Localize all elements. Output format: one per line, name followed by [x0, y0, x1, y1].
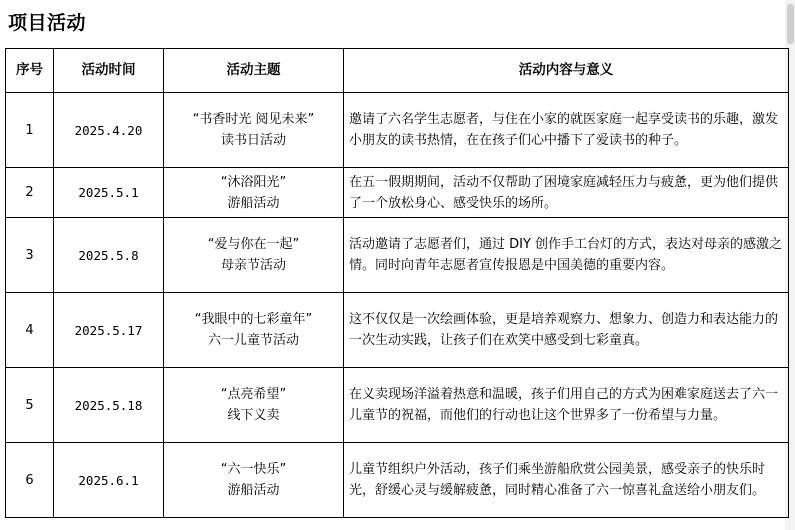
theme-title: “我眼中的七彩童年” — [194, 312, 313, 327]
activity-table — [5, 48, 789, 518]
cell-content: 活动邀请了志愿者们，通过 DIY 创作手工台灯的方式，表达对母亲的感激之情。同时向青年志愿者宣传报恩是中国美德的重要内容。 — [344, 218, 789, 293]
cell-theme — [164, 443, 344, 518]
table-row — [6, 218, 789, 293]
header-serial: 序号 — [6, 49, 54, 93]
cell-theme — [164, 168, 344, 218]
theme-subtitle: 母亲节活动 — [220, 258, 286, 273]
table-row — [6, 443, 789, 518]
table-header-row — [6, 49, 789, 93]
scrollbar-thumb[interactable] — [787, 4, 794, 44]
table-row — [6, 293, 789, 368]
cell-date: 2025.6.1 — [54, 443, 164, 518]
cell-content: 这不仅仅是一次绘画体验，更是培养观察力、想象力、创造力和表达能力的一次生动实践，让孩子们在欢笑中感受到七彩童真。 — [344, 293, 789, 368]
cell-serial: 6 — [6, 443, 54, 518]
cell-theme — [164, 93, 344, 168]
cell-serial: 2 — [6, 168, 54, 218]
theme-subtitle: 六一儿童节活动 — [207, 333, 299, 348]
theme-subtitle: 游船活动 — [227, 483, 280, 498]
header-date: 活动时间 — [54, 49, 164, 93]
cell-date: 2025.5.18 — [54, 368, 164, 443]
cell-date: 2025.4.20 — [54, 93, 164, 168]
cell-theme — [164, 368, 344, 443]
cell-theme — [164, 293, 344, 368]
cell-date: 2025.5.17 — [54, 293, 164, 368]
header-content: 活动内容与意义 — [344, 49, 789, 93]
cell-content: 儿童节组织户外活动，孩子们乘坐游船欣赏公园美景，感受亲子的快乐时光，舒缓心灵与缓解疲惫，同时精心准备了六一惊喜礼盒送给小朋友们。 — [344, 443, 789, 518]
theme-subtitle: 读书日活动 — [220, 133, 286, 148]
cell-theme — [164, 218, 344, 293]
cell-content: 在义卖现场洋溢着热意和温暖，孩子们用自己的方式为困难家庭送去了六一儿童节的祝福，而他们的行动也让这个世界多了一份希望与力量。 — [344, 368, 789, 443]
theme-subtitle: 游船活动 — [227, 195, 280, 211]
theme-title: “爱与你在一起” — [207, 237, 300, 252]
page-title: 项目活动 — [8, 12, 87, 34]
cell-serial: 5 — [6, 368, 54, 443]
cell-date: 2025.5.8 — [54, 218, 164, 293]
table-row — [6, 168, 789, 218]
cell-content: 邀请了六名学生志愿者，与住在小家的就医家庭一起享受读书的乐趣，激发小朋友的读书热情，在在孩子们心中播下了爱读书的种子。 — [344, 93, 789, 168]
theme-title: “书香时光 阅见未来” — [192, 112, 315, 127]
cell-serial: 1 — [6, 93, 54, 168]
table-row — [6, 93, 789, 168]
cell-content: 在五一假期期间，活动不仅帮助了困境家庭减轻压力与疲惫，更为他们提供了一个放松身心、感受快乐的场所。 — [344, 168, 789, 218]
theme-title: “六一快乐” — [220, 462, 287, 477]
table-row — [6, 368, 789, 443]
cell-serial: 4 — [6, 293, 54, 368]
cell-serial: 3 — [6, 218, 54, 293]
header-theme: 活动主题 — [164, 49, 344, 93]
theme-title: “沐浴阳光” — [220, 174, 287, 190]
cell-date: 2025.5.1 — [54, 168, 164, 218]
theme-subtitle: 线下义卖 — [227, 408, 280, 423]
theme-title: “点亮希望” — [220, 387, 287, 402]
